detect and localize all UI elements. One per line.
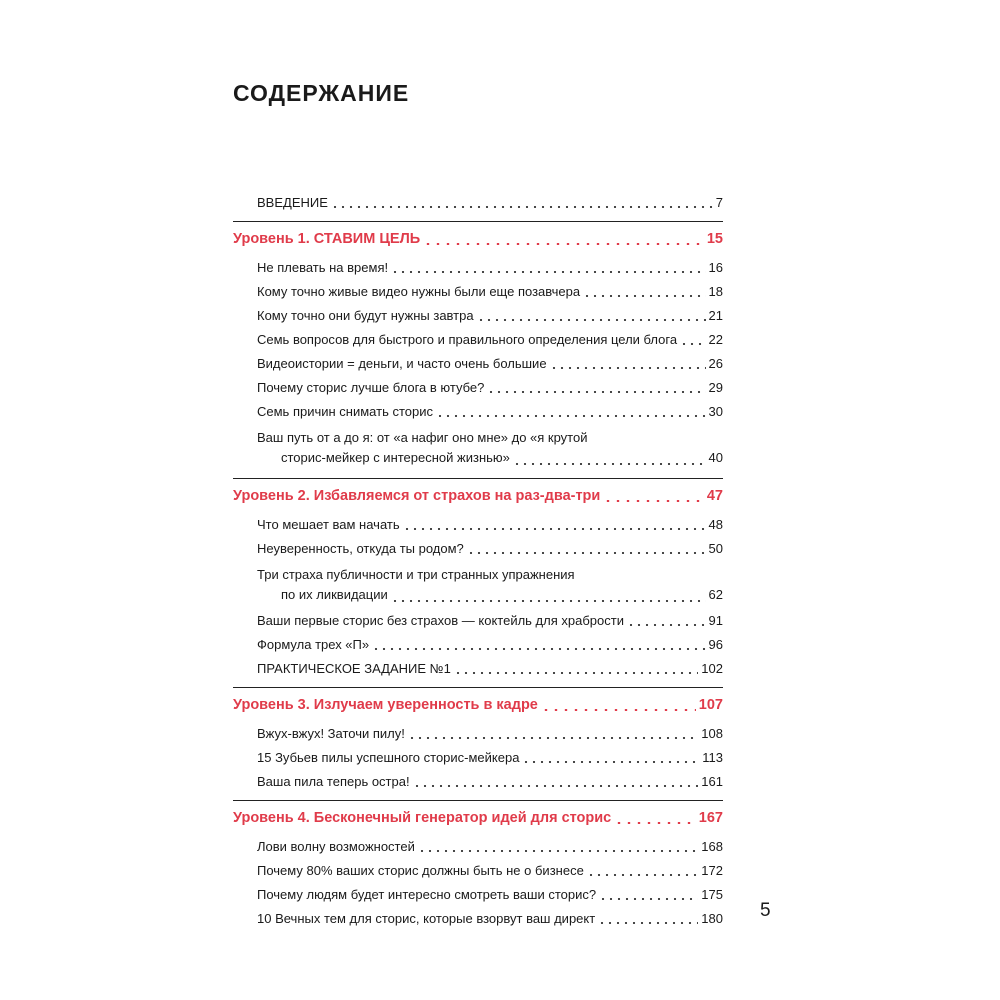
- toc-entry-multiline[interactable]: [233, 565, 723, 605]
- dot-leader: [413, 785, 699, 787]
- dot-leader: [331, 206, 713, 208]
- toc-level-2: [233, 487, 723, 677]
- toc-level-page: 107: [698, 697, 723, 713]
- toc-entry-title: ПРАКТИЧЕСКОЕ ЗАДАНИЕ №1: [257, 661, 451, 676]
- toc-entry-page: 48: [708, 517, 723, 532]
- page-title: СОДЕРЖАНИЕ: [233, 80, 410, 106]
- toc-entry-page: 22: [708, 332, 723, 347]
- toc-level-heading[interactable]: [233, 696, 723, 714]
- toc-entry-title: 15 Зубьев пилы успешного сторис-мейкера: [257, 750, 520, 765]
- toc-entry-title: Неуверенность, откуда ты родом?: [257, 541, 464, 556]
- toc-entry-title: Видеоистории = деньги, и часто очень большие: [257, 356, 547, 371]
- toc-entry-page: 168: [701, 839, 723, 854]
- toc-entry-page: 91: [708, 613, 723, 628]
- toc-entry[interactable]: [233, 637, 723, 653]
- dot-leader: [391, 271, 705, 273]
- dot-leader: [372, 648, 705, 650]
- dot-leader: [391, 600, 706, 602]
- dot-leader: [487, 391, 705, 393]
- toc-entry-intro[interactable]: [233, 195, 723, 211]
- toc-entry[interactable]: [233, 284, 723, 300]
- toc-entry-page: 180: [701, 911, 723, 926]
- toc-entry-page: 108: [701, 726, 723, 741]
- toc-entry[interactable]: [233, 839, 723, 855]
- toc-entry-title: Кому точно живые видео нужны были еще позавчера: [257, 284, 581, 299]
- dot-leader: [418, 850, 698, 852]
- toc-entry[interactable]: [233, 661, 723, 677]
- toc-entry-title: Лови волну возможностей: [257, 839, 415, 854]
- toc-entry[interactable]: [233, 887, 723, 903]
- toc-entry[interactable]: [233, 863, 723, 879]
- page-number: 5: [760, 900, 771, 921]
- toc-entry[interactable]: [233, 541, 723, 557]
- toc-level-page: 167: [698, 810, 723, 826]
- toc-entry[interactable]: [233, 517, 723, 533]
- toc-entry-title: Почему сторис лучше блога в ютубе?: [257, 380, 485, 395]
- toc-entry-title-line2: по их ликвидации: [281, 587, 388, 602]
- dot-leader: [522, 761, 699, 763]
- toc-entry-title: Семь причин снимать сторис: [257, 404, 433, 419]
- toc-entry-page: 29: [708, 380, 723, 395]
- toc-entry[interactable]: [233, 356, 723, 372]
- dot-leader: [598, 922, 698, 924]
- toc-entry-title: 10 Вечных тем для сторис, которые взорвут ваш директ: [257, 911, 596, 926]
- dot-leader: [403, 528, 706, 530]
- toc-entry-title: Кому точно они будут нужны завтра: [257, 308, 474, 323]
- toc-entry[interactable]: [233, 260, 723, 276]
- toc-entry[interactable]: [233, 332, 723, 348]
- toc-entry-page: 175: [701, 887, 723, 902]
- toc-entry-title: Что мешает вам начать: [257, 517, 400, 532]
- toc-entry-title: Ваша пила теперь остра!: [257, 774, 410, 789]
- section-divider: [233, 687, 723, 688]
- toc-entry-page: 113: [702, 750, 723, 765]
- dot-leader: [627, 624, 706, 626]
- toc-entry-page: 21: [708, 308, 723, 323]
- toc-level-4: [233, 809, 723, 927]
- dot-leader: [587, 874, 699, 876]
- dot-leader: [583, 295, 705, 297]
- toc-level-page: 15: [706, 231, 723, 247]
- section-divider: [233, 800, 723, 801]
- toc-entry-title: Формула трех «П»: [257, 637, 370, 652]
- toc-level-title: Уровень 4. Бесконечный генератор идей для сторис: [233, 810, 612, 826]
- toc-entry-title: Ваши первые сторис без страхов — коктейль для храбрости: [257, 613, 624, 628]
- toc-entry-page: 161: [701, 774, 723, 789]
- dot-leader: [550, 367, 706, 369]
- toc-entry-page: 50: [708, 541, 723, 556]
- dot-leader: [467, 552, 706, 554]
- toc-entry-page: 172: [701, 863, 723, 878]
- toc-entry-page: 16: [708, 260, 723, 275]
- toc-entry-title: Почему людям будет интересно смотреть ваши сторис?: [257, 887, 597, 902]
- dot-leader: [541, 709, 696, 711]
- toc-level-heading[interactable]: [233, 487, 723, 505]
- toc-entry-multiline[interactable]: [233, 428, 723, 468]
- toc-entry-title: Вжух-вжух! Заточи пилу!: [257, 726, 405, 741]
- toc-level-heading[interactable]: [233, 230, 723, 248]
- dot-leader: [680, 343, 705, 345]
- dot-leader: [614, 822, 696, 824]
- toc-entry-title: ВВЕДЕНИЕ: [257, 195, 328, 210]
- table-of-contents: [233, 195, 723, 937]
- dot-leader: [603, 500, 704, 502]
- dot-leader: [513, 463, 706, 465]
- toc-entry[interactable]: [233, 750, 723, 766]
- toc-entry-page: 96: [708, 637, 723, 652]
- toc-entry[interactable]: [233, 774, 723, 790]
- toc-entry-title: Почему 80% ваших сторис должны быть не о бизнесе: [257, 863, 584, 878]
- toc-entry-page: 7: [715, 195, 723, 210]
- toc-entry-page: 18: [708, 284, 723, 299]
- toc-entry[interactable]: [233, 404, 723, 420]
- toc-entry-page: 26: [708, 356, 723, 371]
- toc-entry[interactable]: [233, 911, 723, 927]
- toc-entry-title: Семь вопросов для быстрого и правильного определения цели блога: [257, 332, 678, 347]
- toc-entry[interactable]: [233, 613, 723, 629]
- toc-entry-page: 30: [708, 404, 723, 419]
- toc-entry-page: 40: [708, 450, 723, 465]
- dot-leader: [599, 898, 698, 900]
- dot-leader: [423, 243, 704, 245]
- toc-level-title: Уровень 2. Избавляемся от страхов на раз-два-три: [233, 488, 601, 504]
- toc-entry-title-line1: Три страха публичности и три странных упражнения: [257, 567, 575, 582]
- section-divider: [233, 221, 723, 222]
- dot-leader: [436, 415, 706, 417]
- toc-entry[interactable]: [233, 380, 723, 396]
- toc-level-title: Уровень 3. Излучаем уверенность в кадре: [233, 697, 538, 713]
- toc-entry-page: 102: [701, 661, 723, 676]
- dot-leader: [477, 319, 706, 321]
- dot-leader: [454, 672, 698, 674]
- dot-leader: [408, 737, 698, 739]
- toc-entry-title-line1: Ваш путь от а до я: от «а нафиг оно мне» до «я крутой: [257, 430, 588, 445]
- section-divider: [233, 478, 723, 479]
- toc-entry-title-line2: сторис-мейкер с интересной жизнью»: [281, 450, 510, 465]
- toc-level-1: [233, 230, 723, 468]
- toc-entry-title: Не плевать на время!: [257, 260, 389, 275]
- toc-level-title: Уровень 1. СТАВИМ ЦЕЛЬ: [233, 231, 421, 247]
- toc-level-3: [233, 696, 723, 790]
- toc-entry-page: 62: [708, 587, 723, 602]
- toc-level-heading[interactable]: [233, 809, 723, 827]
- toc-level-page: 47: [706, 488, 723, 504]
- toc-entry[interactable]: [233, 726, 723, 742]
- toc-entry[interactable]: [233, 308, 723, 324]
